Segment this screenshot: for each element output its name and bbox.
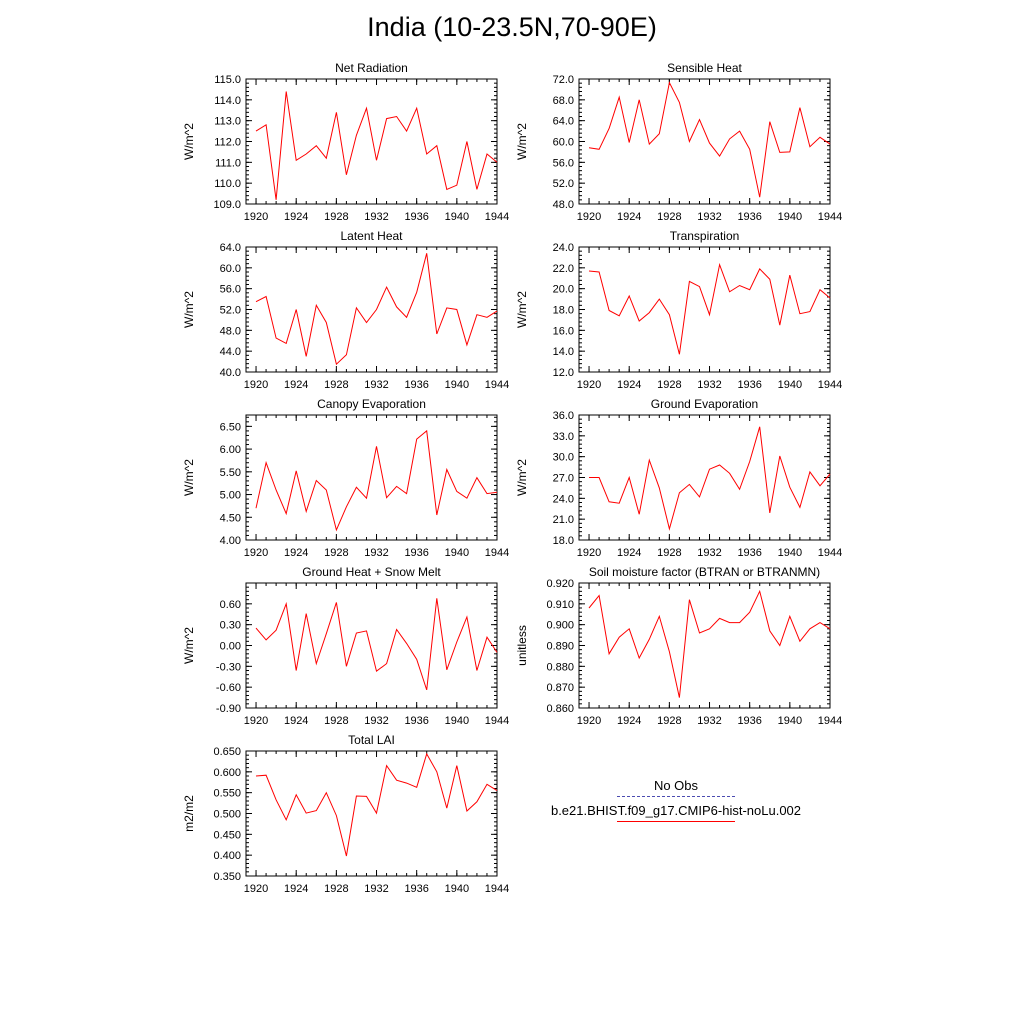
y-tick-label: 0.450	[213, 829, 241, 842]
y-tick-label: 60.0	[552, 136, 574, 149]
y-axis-label: m2/m2	[182, 795, 196, 832]
y-tick-label: 64.0	[552, 115, 574, 128]
y-tick-label: 27.0	[552, 472, 574, 485]
x-tick-label: 1928	[657, 211, 682, 223]
x-tick-label: 1924	[616, 547, 642, 559]
x-tick-label: 1944	[484, 883, 510, 895]
series-line	[256, 598, 497, 690]
x-tick-label: 1928	[657, 379, 682, 391]
x-tick-label: 1920	[576, 547, 602, 559]
chart-panel	[515, 61, 842, 223]
y-tick-label: -0.90	[215, 703, 241, 715]
x-tick-label: 1936	[737, 715, 762, 727]
chart-panel	[515, 229, 842, 391]
x-tick-label: 1924	[283, 547, 309, 559]
legend-obs-label: No Obs	[653, 778, 699, 793]
x-tick-label: 1932	[697, 547, 722, 559]
x-tick-label: 1920	[243, 883, 269, 895]
x-tick-label: 1940	[777, 211, 803, 223]
series-line	[589, 265, 830, 355]
chart-panel	[182, 397, 509, 559]
y-tick-label: 0.920	[546, 578, 574, 590]
x-tick-label: 1944	[817, 715, 843, 727]
chart-title: Latent Heat	[340, 229, 403, 243]
y-axis-label: W/m^2	[182, 291, 196, 328]
chart-title: Soil moisture factor (BTRAN or BTRANMN)	[588, 565, 821, 579]
x-tick-label: 1944	[484, 379, 510, 391]
y-tick-label: 4.50	[219, 512, 241, 525]
y-tick-label: -0.30	[215, 661, 241, 674]
y-tick-label: 5.00	[219, 489, 241, 502]
y-tick-label: 68.0	[552, 94, 574, 107]
x-tick-label: 1944	[484, 211, 510, 223]
chart-title: Sensible Heat	[667, 61, 742, 75]
chart-title: Net Radiation	[335, 61, 408, 75]
y-tick-label: 18.0	[552, 535, 574, 547]
y-tick-label: 18.0	[552, 304, 574, 317]
x-tick-label: 1936	[404, 715, 429, 727]
x-tick-label: 1928	[324, 379, 349, 391]
legend-model-label: b.e21.BHIST.f09_g17.CMIP6-hist-noLu.002	[550, 803, 802, 818]
series-line	[256, 253, 497, 364]
x-tick-label: 1932	[697, 715, 722, 727]
chart-panel	[515, 565, 842, 727]
x-tick-label: 1924	[283, 379, 309, 391]
x-tick-label: 1928	[324, 547, 349, 559]
x-tick-label: 1920	[243, 547, 269, 559]
x-tick-label: 1924	[283, 715, 309, 727]
chart-panel	[182, 733, 509, 895]
y-axis-label: W/m^2	[515, 291, 529, 328]
y-axis-label: unitless	[515, 625, 529, 666]
y-tick-label: 0.650	[213, 746, 241, 758]
y-tick-label: 0.600	[213, 766, 241, 779]
x-tick-label: 1940	[444, 715, 470, 727]
y-tick-label: 40.0	[219, 367, 241, 379]
y-axis-label: W/m^2	[515, 123, 529, 160]
y-axis-label: W/m^2	[182, 459, 196, 496]
series-line	[589, 427, 830, 529]
y-tick-label: 20.0	[552, 283, 574, 296]
x-tick-label: 1932	[364, 379, 389, 391]
series-line	[256, 754, 497, 856]
chart-title: Canopy Evaporation	[317, 397, 426, 411]
y-tick-label: 64.0	[219, 242, 241, 254]
x-tick-label: 1944	[817, 379, 843, 391]
y-tick-label: 60.0	[219, 262, 241, 275]
y-tick-label: 0.60	[219, 598, 241, 611]
y-tick-label: 56.0	[552, 157, 574, 170]
y-tick-label: 52.0	[219, 304, 241, 317]
legend-model-line	[617, 821, 735, 822]
y-tick-label: 111.0	[215, 157, 241, 170]
chart-title: Ground Heat + Snow Melt	[302, 565, 441, 579]
y-tick-label: 0.860	[546, 703, 574, 715]
chart-title: Transpiration	[669, 229, 740, 243]
y-axis-label: W/m^2	[182, 627, 196, 664]
y-tick-label: 0.00	[219, 640, 241, 653]
x-tick-label: 1924	[283, 883, 309, 895]
x-tick-label: 1920	[576, 211, 602, 223]
chart-panel	[182, 61, 509, 223]
x-tick-label: 1940	[444, 883, 470, 895]
x-tick-label: 1936	[404, 547, 429, 559]
x-tick-label: 1940	[444, 547, 470, 559]
y-tick-label: 0.890	[546, 640, 574, 653]
x-tick-label: 1932	[364, 715, 389, 727]
x-tick-label: 1928	[657, 547, 682, 559]
y-tick-label: 0.870	[546, 682, 574, 695]
x-tick-label: 1944	[817, 547, 843, 559]
y-tick-label: 0.550	[213, 787, 241, 800]
x-tick-label: 1924	[616, 211, 642, 223]
series-line	[256, 431, 497, 530]
y-tick-label: 16.0	[552, 325, 574, 338]
page-title: India (10-23.5N,70-90E)	[367, 12, 657, 42]
legend-obs-line	[617, 796, 735, 797]
y-tick-label: 109.0	[213, 199, 241, 211]
x-tick-label: 1924	[283, 211, 309, 223]
y-tick-label: 0.350	[213, 871, 241, 883]
chart-title: Total LAI	[348, 733, 395, 747]
x-tick-label: 1936	[404, 211, 429, 223]
y-tick-label: 72.0	[552, 74, 574, 86]
y-tick-label: 24.0	[552, 493, 574, 506]
y-tick-label: 14.0	[552, 346, 574, 359]
y-tick-label: 52.0	[552, 178, 574, 191]
y-tick-label: 44.0	[219, 346, 241, 359]
y-tick-label: 24.0	[552, 242, 574, 254]
y-tick-label: 4.00	[219, 535, 241, 547]
series-line	[256, 92, 497, 200]
y-tick-label: 0.900	[546, 619, 574, 632]
y-tick-label: 112.0	[214, 136, 241, 149]
x-tick-label: 1924	[616, 715, 642, 727]
x-tick-label: 1932	[364, 547, 389, 559]
chart-title: Ground Evaporation	[650, 397, 759, 411]
plot-frame	[579, 583, 830, 708]
x-tick-label: 1936	[404, 379, 429, 391]
series-line	[589, 591, 830, 697]
x-tick-label: 1936	[737, 379, 762, 391]
y-axis-label: W/m^2	[515, 459, 529, 496]
x-tick-label: 1920	[243, 715, 269, 727]
plot-frame	[246, 415, 497, 540]
x-tick-label: 1944	[484, 547, 510, 559]
x-tick-label: 1932	[697, 379, 722, 391]
x-tick-label: 1940	[777, 547, 803, 559]
x-tick-label: 1928	[657, 715, 682, 727]
y-tick-label: -0.60	[215, 682, 241, 695]
plot-frame	[246, 247, 497, 372]
y-tick-label: 115.0	[214, 74, 241, 86]
chart-panel	[182, 229, 509, 391]
x-tick-label: 1920	[243, 211, 269, 223]
y-tick-label: 56.0	[219, 283, 241, 296]
plot-frame	[246, 583, 497, 708]
y-tick-label: 48.0	[219, 325, 241, 338]
x-tick-label: 1936	[737, 547, 762, 559]
x-tick-label: 1932	[364, 883, 389, 895]
x-tick-label: 1928	[324, 883, 349, 895]
x-tick-label: 1936	[404, 883, 429, 895]
plot-frame	[246, 751, 497, 876]
x-tick-label: 1928	[324, 715, 349, 727]
x-tick-label: 1940	[444, 211, 470, 223]
x-tick-label: 1944	[817, 211, 843, 223]
chart-panel	[182, 565, 509, 727]
x-tick-label: 1920	[243, 379, 269, 391]
legend	[520, 778, 832, 828]
y-tick-label: 6.50	[219, 421, 241, 434]
y-tick-label: 5.50	[219, 466, 241, 479]
y-axis-label: W/m^2	[182, 123, 196, 160]
y-tick-label: 48.0	[552, 199, 574, 211]
y-tick-label: 114.0	[214, 94, 241, 107]
plot-frame	[579, 247, 830, 372]
y-tick-label: 21.0	[552, 514, 574, 527]
y-tick-label: 33.0	[552, 430, 574, 443]
y-tick-label: 6.00	[219, 444, 241, 457]
y-tick-label: 12.0	[552, 367, 574, 379]
plot-frame	[579, 415, 830, 540]
x-tick-label: 1920	[576, 379, 602, 391]
x-tick-label: 1920	[576, 715, 602, 727]
x-tick-label: 1928	[324, 211, 349, 223]
y-tick-label: 30.0	[552, 451, 574, 464]
x-tick-label: 1940	[777, 379, 803, 391]
y-tick-label: 113.0	[214, 115, 241, 128]
x-tick-label: 1944	[484, 715, 510, 727]
y-tick-label: 0.910	[546, 598, 574, 611]
chart-panel	[515, 397, 842, 559]
x-tick-label: 1932	[697, 211, 722, 223]
x-tick-label: 1940	[777, 715, 803, 727]
y-tick-label: 0.400	[213, 850, 241, 863]
x-tick-label: 1932	[364, 211, 389, 223]
x-tick-label: 1936	[737, 211, 762, 223]
plot-frame	[246, 79, 497, 204]
y-tick-label: 0.880	[546, 661, 574, 674]
y-tick-label: 110.0	[214, 178, 241, 191]
x-tick-label: 1924	[616, 379, 642, 391]
x-tick-label: 1940	[444, 379, 470, 391]
y-tick-label: 0.30	[219, 619, 241, 632]
y-tick-label: 0.500	[213, 808, 241, 821]
y-tick-label: 22.0	[552, 262, 574, 275]
y-tick-label: 36.0	[552, 410, 574, 422]
series-line	[589, 83, 830, 198]
